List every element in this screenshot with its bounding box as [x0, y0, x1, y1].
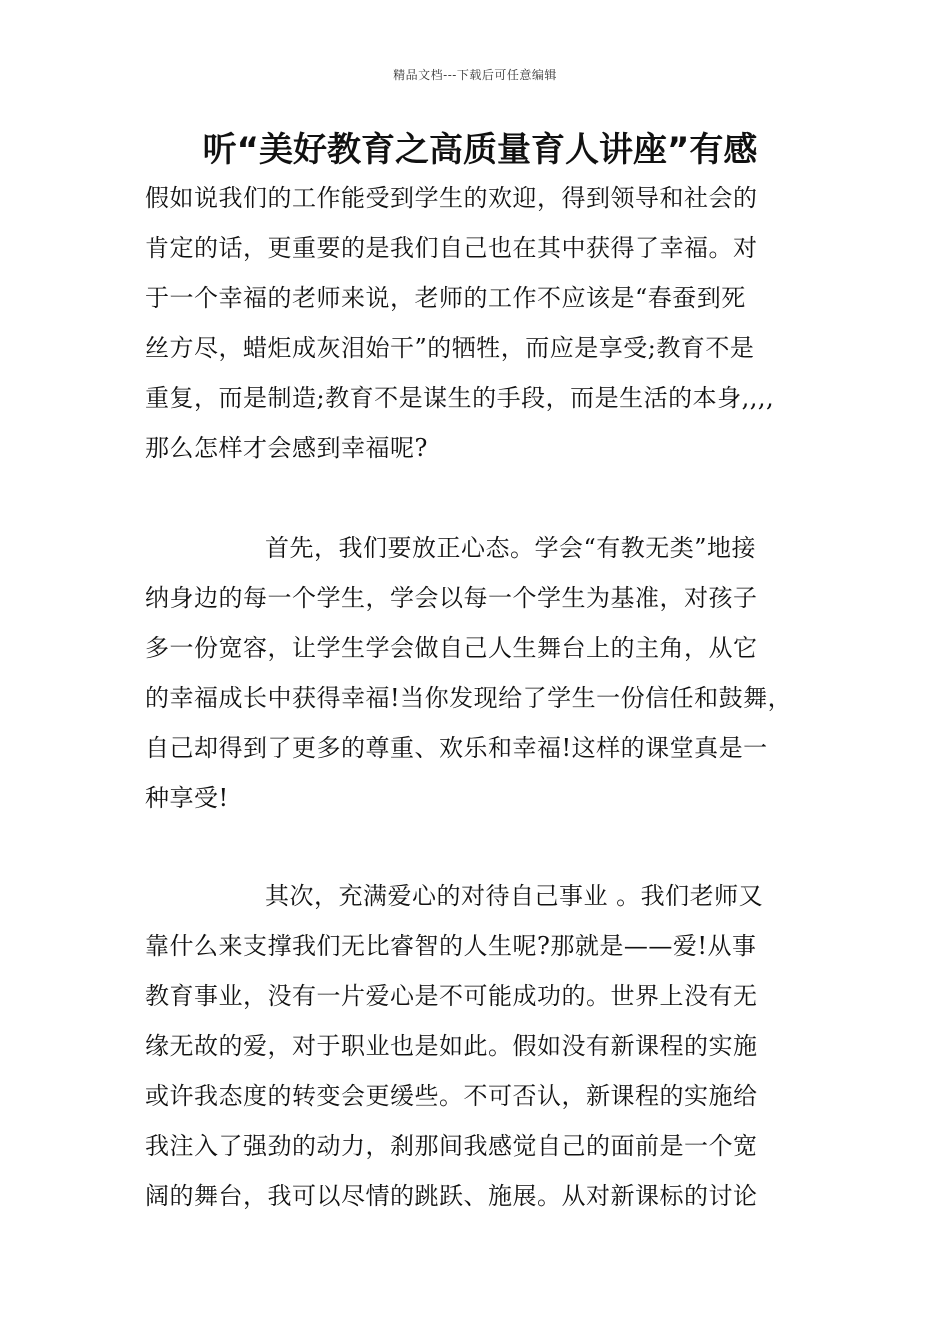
body-line: 那么怎样才会感到幸福呢?	[145, 434, 428, 462]
body-line: 其次，充满爱心的对待自己事业 。我们老师又	[265, 882, 764, 910]
body-line: 丝方尽，蜡炬成灰泪始干”的牺牲，而应是享受;教育不是	[145, 334, 755, 362]
body-line: 或许我态度的转变会更缓些。不可否认，新课程的实施给	[145, 1082, 758, 1110]
header-note: 精品文档---下载后可任意编辑	[393, 68, 557, 82]
body-line: 首先，我们要放正心态。学会“有教无类”地接	[265, 534, 757, 562]
body-line: 缘无故的爱，对于职业也是如此。假如没有新课程的实施	[145, 1032, 758, 1060]
body-line: 肯定的话，更重要的是我们自己也在其中获得了幸福。对	[145, 234, 758, 262]
body-line: 教育事业，没有一片爱心是不可能成功的。世界上没有无	[145, 982, 758, 1010]
body-line: 我注入了强劲的动力，刹那间我感觉自己的面前是一个宽	[145, 1132, 758, 1160]
body-line: 重复，而是制造;教育不是谋生的手段，而是生活的本身,,,,	[145, 384, 775, 412]
body-line: 自己却得到了更多的尊重、欢乐和幸福!这样的课堂真是一	[145, 734, 768, 762]
body-line: 靠什么来支撑我们无比睿智的人生呢?那就是——爱!从事	[145, 932, 757, 960]
document-title: 听“美好教育之高质量育人讲座”有感	[202, 130, 758, 170]
body-line: 阔的舞台，我可以尽情的跳跃、施展。从对新课标的讨论	[145, 1182, 758, 1210]
body-line: 种享受!	[145, 784, 229, 812]
body-line: 于一个幸福的老师来说，老师的工作不应该是“春蚕到死	[145, 284, 746, 312]
body-line: 纳身边的每一个学生，学会以每一个学生为基准，对孩子	[145, 584, 758, 612]
body-line: 的幸福成长中获得幸福!当你发现给了学生一份信任和鼓舞，	[145, 684, 793, 712]
body-line: 假如说我们的工作能受到学生的欢迎，得到领导和社会的	[145, 184, 758, 212]
body-line: 多一份宽容，让学生学会做自己人生舞台上的主角，从它	[145, 634, 758, 662]
